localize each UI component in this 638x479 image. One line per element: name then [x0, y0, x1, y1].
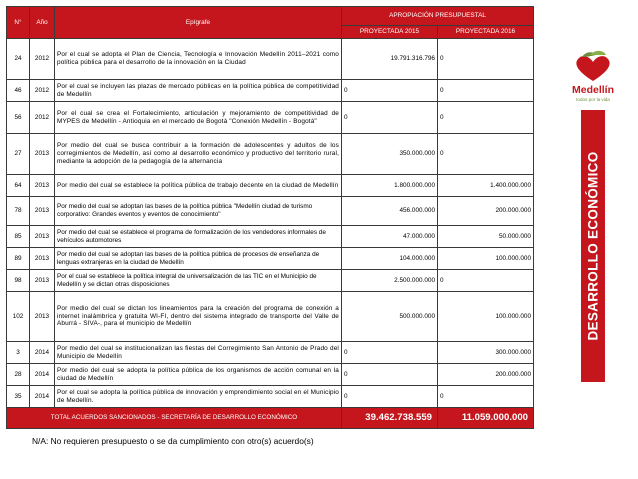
- row-epigraph: Por el cual se adopta la política pública de innovación y emprendimiento social en el Municipio de Medellín.: [55, 386, 342, 408]
- table-row: [7, 102, 534, 134]
- row-number: 102: [7, 292, 30, 342]
- row-value-2016: 200.000.000: [438, 197, 534, 226]
- row-epigraph: Por medio del cual se busca contribuir a la formación de adolescentes y adultos de los corregimientos de Medellín, así como al desarrollo económico y productivo del territorio rural, mediante la adopción de la pedagogía de la alternancia: [55, 134, 342, 175]
- agreements-table: [6, 6, 534, 429]
- row-number: 89: [7, 248, 30, 270]
- row-epigraph: Por el cual se adopta el Plan de Ciencia, Tecnología e Innovación Medellín 2011–2021 como política pública para el desarrollo de la innovación en la Ciudad: [55, 39, 342, 80]
- row-number: 56: [7, 102, 30, 134]
- row-value-2016: 0: [438, 80, 534, 102]
- row-year: 2012: [30, 80, 55, 102]
- col-epigraph-header: Epígrafe: [55, 7, 342, 39]
- row-value-2016: 50.000.000: [438, 226, 534, 248]
- row-epigraph: Por medio del cual se adoptan las bases de la política pública de procesos de enseñanza de lenguas extranjeras en la ciudad de Medellín: [55, 248, 342, 270]
- row-value-2015: 0: [342, 80, 438, 102]
- medellin-logo: [560, 50, 626, 106]
- table-row: [7, 364, 534, 386]
- footnote: N/A: No requieren presupuesto o se da cumplimiento con otro(s) acuerdo(s): [32, 436, 314, 446]
- row-number: 64: [7, 175, 30, 197]
- row-value-2016: 0: [438, 270, 534, 292]
- row-epigraph: Por medio del cual se dictan los lineamientos para la creación del programa de conexión a internet inalámbrica y gratuita WI-FI, dentro del sistema integrado de transporte del Valle de Aburrá - SIVA-, para el municipio de Medellín: [55, 292, 342, 342]
- row-epigraph: Por medio del cual se establece la política pública de trabajo decente en la ciudad de Medellín: [55, 175, 342, 197]
- row-number: 85: [7, 226, 30, 248]
- row-value-2016: 0: [438, 386, 534, 408]
- row-year: 2013: [30, 197, 55, 226]
- row-value-2015: 19.791.316.796: [342, 39, 438, 80]
- row-value-2016: 100.000.000: [438, 292, 534, 342]
- row-value-2016: 0: [438, 134, 534, 175]
- col-year-header: Año: [30, 7, 55, 39]
- total-value-2015: 39.462.738.559: [342, 408, 438, 429]
- row-epigraph: Por medio del cual se adoptan las bases de la política pública "Medellín ciudad de turismo corporativo: Grandes eventos y eventos de conocimiento": [55, 197, 342, 226]
- table-row: [7, 292, 534, 342]
- row-number: 46: [7, 80, 30, 102]
- row-epigraph: Por medio del cual se establece el programa de formalización de los vendedores informales de vehículos automotores: [55, 226, 342, 248]
- col-appropriation-header: APROPIACIÓN PRESUPUESTAL: [342, 7, 534, 26]
- table-row: [7, 134, 534, 175]
- logo-tagline: todos por la vida: [576, 97, 610, 102]
- table-row: [7, 39, 534, 80]
- logo-wordmark: Medellín: [571, 84, 614, 96]
- row-epigraph: Por medio del cual se institucionalizan las fiestas del Corregimiento San Antonio de Prado del Municipio de Medellín: [55, 342, 342, 364]
- row-value-2016: 200.000.000: [438, 364, 534, 386]
- table-row: [7, 386, 534, 408]
- table-row: [7, 226, 534, 248]
- table-row: [7, 270, 534, 292]
- total-row: [7, 408, 534, 429]
- table-header: [7, 7, 534, 39]
- col-number-header: N°: [7, 7, 30, 39]
- row-number: 78: [7, 197, 30, 226]
- row-value-2015: 1.800.000.000: [342, 175, 438, 197]
- row-number: 98: [7, 270, 30, 292]
- row-value-2016: 0: [438, 39, 534, 80]
- row-year: 2014: [30, 342, 55, 364]
- row-value-2015: 0: [342, 364, 438, 386]
- row-epigraph: Por el cual se establece la política integral de universalización de las TIC en el Municipio de Medellín y se dictan otras disposiciones: [55, 270, 342, 292]
- heart-leaf-icon: [560, 50, 626, 84]
- row-value-2015: 456.000.000: [342, 197, 438, 226]
- row-number: 35: [7, 386, 30, 408]
- row-year: 2014: [30, 386, 55, 408]
- table-row: [7, 342, 534, 364]
- row-number: 3: [7, 342, 30, 364]
- row-year: 2013: [30, 270, 55, 292]
- row-value-2015: 0: [342, 386, 438, 408]
- table-row: [7, 197, 534, 226]
- row-year: 2014: [30, 364, 55, 386]
- row-value-2016: 300.000.000: [438, 342, 534, 364]
- row-value-2015: 104.000.000: [342, 248, 438, 270]
- table-row: [7, 175, 534, 197]
- row-epigraph: Por medio del cual se adopta la política pública de los organismos de acción comunal en la ciudad de Medellín: [55, 364, 342, 386]
- row-year: 2012: [30, 39, 55, 80]
- col-2015-header: PROYECTADA 2015: [342, 26, 438, 39]
- total-label: TOTAL ACUERDOS SANCIONADOS - SECRETARÍA DE DESARROLLO ECONÓMICO: [7, 408, 342, 429]
- row-value-2016: 100.000.000: [438, 248, 534, 270]
- row-value-2015: 350.000.000: [342, 134, 438, 175]
- row-epigraph: Por el cual se crea el Fortalecimiento, articulación y mejoramiento de competitividad de MYPES de Medellín - Antioquia en el mercado de Bogotá "Conexión Medellín - Bogotá": [55, 102, 342, 134]
- total-value-2016: 11.059.000.000: [438, 408, 534, 429]
- row-number: 27: [7, 134, 30, 175]
- col-2016-header: PROYECTADA 2016: [438, 26, 534, 39]
- row-value-2015: 2.500.000.000: [342, 270, 438, 292]
- row-year: 2013: [30, 248, 55, 270]
- row-value-2016: 0: [438, 102, 534, 134]
- row-number: 24: [7, 39, 30, 80]
- row-value-2015: 0: [342, 342, 438, 364]
- row-number: 28: [7, 364, 30, 386]
- table-row: [7, 248, 534, 270]
- row-value-2015: 0: [342, 102, 438, 134]
- section-sidebar: [581, 110, 605, 382]
- row-value-2016: 1.400.000.000: [438, 175, 534, 197]
- table-row: [7, 80, 534, 102]
- row-year: 2013: [30, 292, 55, 342]
- section-title: DESARROLLO ECONÓMICO: [585, 151, 601, 341]
- row-value-2015: 500.000.000: [342, 292, 438, 342]
- row-year: 2012: [30, 102, 55, 134]
- row-year: 2013: [30, 226, 55, 248]
- row-year: 2013: [30, 134, 55, 175]
- row-year: 2013: [30, 175, 55, 197]
- row-value-2015: 47.000.000: [342, 226, 438, 248]
- row-epigraph: Por el cual se incluyen las plazas de mercado públicas en la política pública de competitividad de Medellín: [55, 80, 342, 102]
